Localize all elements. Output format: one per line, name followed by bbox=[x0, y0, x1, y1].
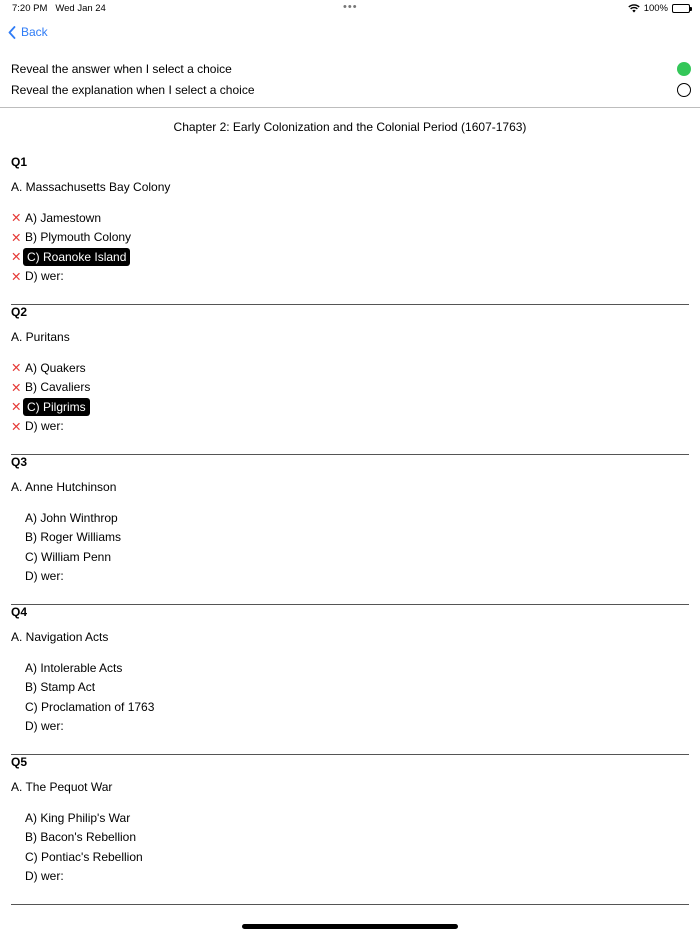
question-number: Q3 bbox=[11, 455, 28, 469]
choice-label: A) John Winthrop bbox=[25, 510, 118, 525]
choice-c[interactable] bbox=[11, 397, 90, 417]
back-button[interactable] bbox=[8, 25, 48, 39]
back-label: Back bbox=[21, 25, 48, 39]
choice-label: B) Bacon's Rebellion bbox=[25, 830, 137, 845]
x-mark-icon: ✕ bbox=[11, 250, 22, 264]
choice-label: D) wer: bbox=[25, 569, 64, 584]
chevron-left-icon bbox=[8, 26, 16, 39]
choice-label: A) Intolerable Acts bbox=[25, 660, 123, 675]
choice-label: B) Plymouth Colony bbox=[25, 230, 132, 245]
question-prompt: A. Massachusetts Bay Colony bbox=[11, 180, 171, 194]
choice-d[interactable] bbox=[11, 567, 121, 587]
choice-a[interactable] bbox=[11, 658, 154, 678]
question-card bbox=[11, 755, 689, 905]
question-number: Q2 bbox=[11, 305, 28, 319]
multitasking-dots-icon[interactable]: ••• bbox=[343, 1, 358, 13]
choice-b[interactable] bbox=[11, 678, 154, 698]
wifi-icon bbox=[628, 4, 640, 13]
x-mark-icon: ✕ bbox=[11, 419, 22, 434]
status-right bbox=[628, 3, 690, 14]
choice-b[interactable] bbox=[11, 228, 131, 248]
choice-list bbox=[11, 208, 131, 286]
question-card bbox=[11, 605, 689, 755]
choice-list bbox=[11, 808, 143, 886]
reveal-explanation-toggle[interactable] bbox=[677, 83, 691, 97]
question-prompt: A. Navigation Acts bbox=[11, 630, 109, 644]
choice-b[interactable] bbox=[11, 378, 90, 398]
choice-list bbox=[11, 358, 90, 436]
chapter-title: Chapter 2: Early Colonization and the Colonial Period (1607-1763) bbox=[173, 120, 527, 134]
battery-percent: 100% bbox=[643, 3, 668, 14]
divider bbox=[0, 107, 700, 108]
choice-list bbox=[11, 658, 154, 736]
choice-c[interactable] bbox=[11, 247, 131, 267]
x-mark-icon: ✕ bbox=[11, 269, 22, 284]
choice-c[interactable] bbox=[11, 847, 143, 867]
choice-label: B) Cavaliers bbox=[25, 380, 91, 395]
setting-label: Reveal the answer when I select a choice bbox=[11, 62, 232, 76]
battery-icon bbox=[672, 4, 690, 13]
setting-reveal-answer bbox=[11, 59, 691, 79]
reveal-answer-toggle[interactable] bbox=[677, 62, 691, 76]
choice-label-selected: C) Roanoke Island bbox=[23, 248, 130, 266]
choice-label: D) wer: bbox=[25, 719, 64, 734]
choice-label: D) wer: bbox=[25, 269, 64, 284]
x-mark-icon: ✕ bbox=[11, 361, 22, 375]
choice-label: A) King Philip's War bbox=[25, 810, 131, 825]
x-mark-icon: ✕ bbox=[11, 380, 22, 395]
setting-label: Reveal the explanation when I select a choice bbox=[11, 83, 255, 97]
choice-a[interactable] bbox=[11, 358, 90, 378]
question-card bbox=[11, 455, 689, 605]
choice-label: C) Proclamation of 1763 bbox=[25, 699, 155, 714]
choice-a[interactable] bbox=[11, 508, 121, 528]
choice-label: C) William Penn bbox=[25, 549, 112, 564]
choice-a[interactable] bbox=[11, 808, 143, 828]
choice-label: A) Quakers bbox=[25, 360, 86, 375]
home-indicator[interactable] bbox=[242, 924, 458, 929]
question-prompt: A. Anne Hutchinson bbox=[11, 480, 117, 494]
choice-label-selected: C) Pilgrims bbox=[23, 398, 90, 416]
question-prompt: A. Puritans bbox=[11, 330, 70, 344]
choice-b[interactable] bbox=[11, 828, 143, 848]
choice-c[interactable] bbox=[11, 697, 154, 717]
choice-d[interactable] bbox=[11, 267, 131, 287]
question-number: Q5 bbox=[11, 755, 28, 769]
choice-b[interactable] bbox=[11, 528, 121, 548]
status-time-value: 7:20 PM bbox=[12, 3, 48, 14]
choice-label: D) wer: bbox=[25, 419, 64, 434]
choice-label: D) wer: bbox=[25, 869, 64, 884]
choice-c[interactable] bbox=[11, 547, 121, 567]
x-mark-icon: ✕ bbox=[11, 230, 22, 245]
choice-list bbox=[11, 508, 121, 586]
choice-label: B) Stamp Act bbox=[25, 680, 96, 695]
status-time bbox=[12, 3, 106, 14]
choice-label: B) Roger Williams bbox=[25, 530, 122, 545]
x-mark-icon: ✕ bbox=[11, 211, 22, 225]
choice-d[interactable] bbox=[11, 867, 143, 887]
choice-d[interactable] bbox=[11, 417, 90, 437]
question-number: Q4 bbox=[11, 605, 28, 619]
status-date: Wed Jan 24 bbox=[55, 3, 106, 14]
question-card bbox=[11, 305, 689, 455]
question-prompt: A. The Pequot War bbox=[11, 780, 113, 794]
question-number: Q1 bbox=[11, 155, 28, 169]
choice-label: C) Pontiac's Rebellion bbox=[25, 849, 143, 864]
choice-d[interactable] bbox=[11, 717, 154, 737]
choice-a[interactable] bbox=[11, 208, 131, 228]
x-mark-icon: ✕ bbox=[11, 400, 22, 414]
question-card bbox=[11, 155, 689, 305]
choice-label: A) Jamestown bbox=[25, 210, 102, 225]
status-bar bbox=[0, 0, 700, 18]
setting-reveal-explanation bbox=[11, 80, 691, 100]
